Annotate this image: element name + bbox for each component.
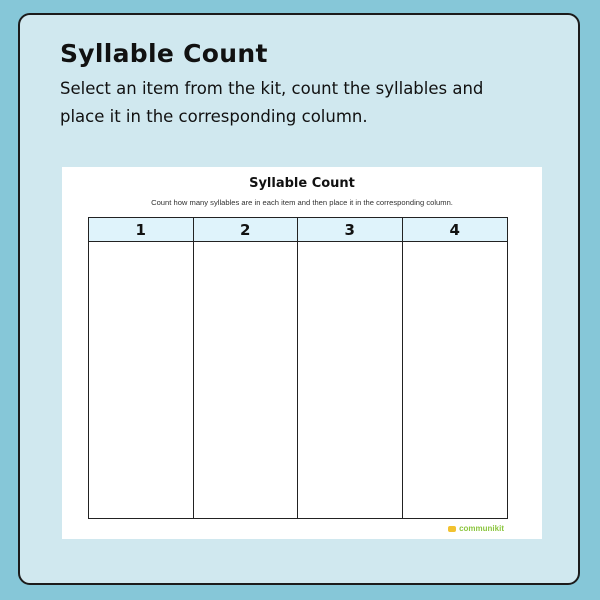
worksheet-preview — [62, 167, 542, 539]
column-header-1: 1 — [89, 218, 194, 242]
column-drop-zone-4[interactable] — [403, 242, 508, 518]
column-header-3: 3 — [298, 218, 403, 242]
worksheet-instructions: Count how many syllables are in each item and then place it in the corresponding column. — [151, 198, 453, 207]
column-drop-zone-1[interactable] — [89, 242, 194, 518]
card-instructions: Select an item from the kit, count the syllables and place it in the corresponding column. — [60, 79, 484, 126]
column-drop-zone-2[interactable] — [194, 242, 299, 518]
column-header-4: 4 — [403, 218, 508, 242]
card-title: Syllable Count — [60, 39, 268, 68]
speech-bubble-icon — [448, 526, 456, 532]
worksheet-title: Syllable Count — [249, 176, 355, 191]
brand-name: communikit — [459, 524, 504, 533]
brand-logo — [448, 524, 504, 533]
syllable-table — [88, 217, 508, 519]
column-header-2: 2 — [194, 218, 299, 242]
column-drop-zone-3[interactable] — [298, 242, 403, 518]
activity-card — [18, 13, 580, 585]
